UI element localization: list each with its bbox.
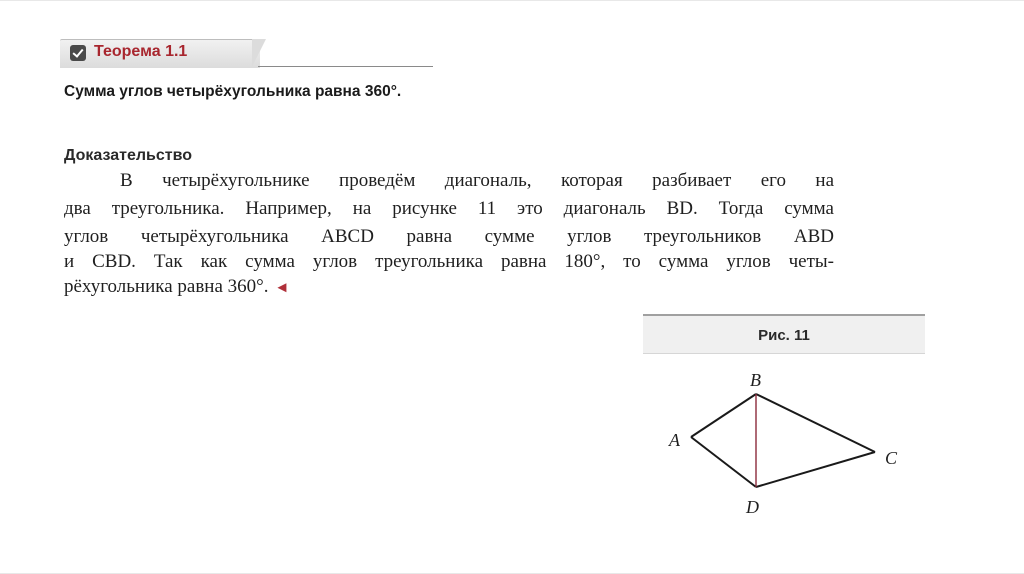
edge-ab <box>691 394 756 437</box>
proof-line-4: и CBD. Так как сумма углов треугольника равна 180°, то сумма углов четы- <box>64 251 834 272</box>
theorem-statement: Сумма углов четырёхугольника равна 360°. <box>64 83 402 100</box>
figure-caption-band <box>643 314 925 354</box>
edge-da <box>691 437 756 487</box>
edge-bc <box>756 394 875 452</box>
proof-line-5 <box>64 276 834 298</box>
figure-caption: Рис. 11 <box>758 327 810 344</box>
quadrilateral-edges <box>691 394 875 487</box>
end-of-proof-icon: ◄ <box>274 280 290 296</box>
vertex-label-c: C <box>885 448 898 468</box>
vertex-label-a: A <box>669 430 680 450</box>
edge-cd <box>756 452 875 487</box>
checkbox-icon <box>70 45 86 61</box>
quadrilateral-figure <box>643 361 925 521</box>
proof-line-1: В четырёхугольнике проведём диагональ, которая разбивает его на <box>120 170 834 191</box>
vertex-label-d: D <box>746 497 759 517</box>
theorem-underline <box>258 66 433 67</box>
proof-line-2: два треугольника. Например, на рисунке 11 это диагональ BD. Тогда сумма <box>64 198 834 219</box>
proof-line-5-text: рёхугольника равна 360°. <box>64 276 269 297</box>
vertex-label-b: B <box>750 370 761 390</box>
theorem-title: Теорема 1.1 <box>94 43 188 60</box>
theorem-header <box>60 39 430 69</box>
proof-line-3: углов четырёхугольника ABCD равна сумме углов треугольников ABD <box>64 226 834 247</box>
theorem-tab-slant <box>252 39 266 67</box>
proof-heading: Доказательство <box>64 147 192 164</box>
